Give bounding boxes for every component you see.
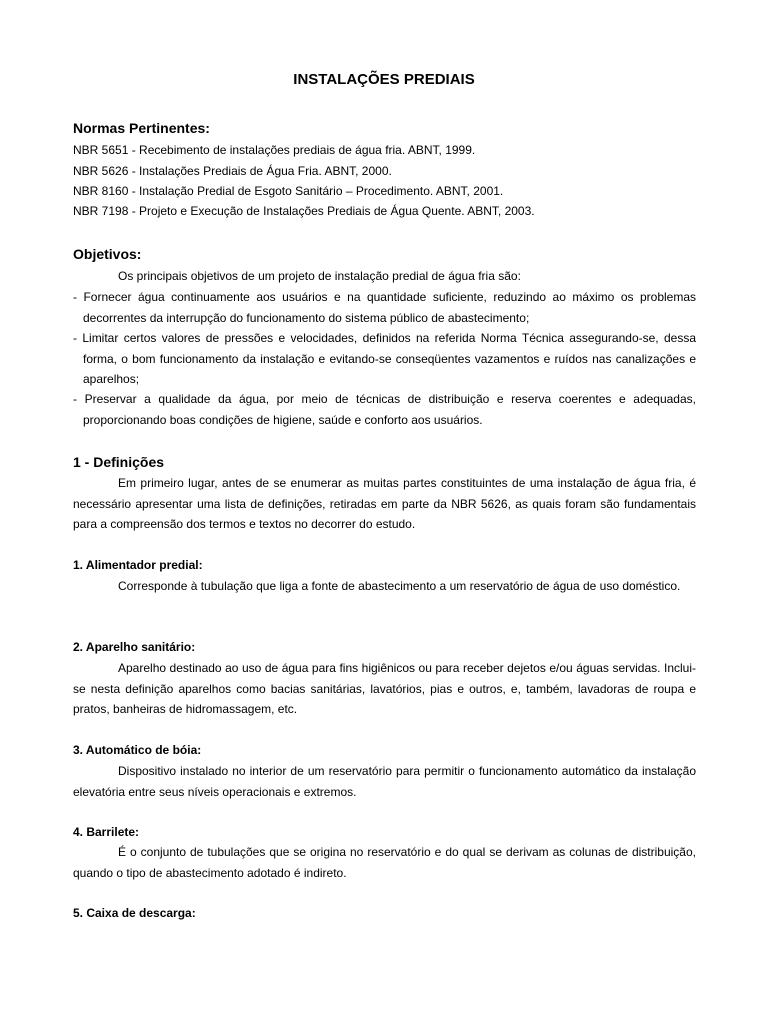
objetivos-heading: Objetivos: xyxy=(73,246,142,262)
norma-item: NBR 5651 - Recebimento de instalações prediais de água fria. ABNT, 1999. xyxy=(73,143,476,157)
document-title: INSTALAÇÕES PREDIAIS xyxy=(293,71,475,88)
norma-item: NBR 7198 - Projeto e Execução de Instalações Prediais de Água Quente. ABNT, 2003. xyxy=(73,204,535,218)
definition-term: 1. Alimentador predial: xyxy=(73,558,203,572)
definition-term: 3. Automático de bóia: xyxy=(73,743,202,757)
definicoes-intro: Em primeiro lugar, antes de se enumerar as muitas partes constituintes de uma instalação de água fria, é necessário apresentar uma lista de definições, retiradas em parte da NBR 5626, as quais foram são fundamentais para a compreensão dos termos e textos no decorrer do estudo. xyxy=(73,476,696,531)
definition-text: Corresponde à tubulação que liga a fonte de abastecimento a um reservatório de água de uso doméstico. xyxy=(118,579,681,593)
definition-text: É o conjunto de tubulações que se origina no reservatório e do qual se derivam as colunas de distribuição, quando o tipo de abastecimento adotado é indireto. xyxy=(73,845,696,880)
definicoes-heading: 1 - Definições xyxy=(73,454,165,470)
definition-term: 5. Caixa de descarga: xyxy=(73,906,196,920)
normas-heading: Normas Pertinentes: xyxy=(73,120,210,136)
objetivos-intro: Os principais objetivos de um projeto de instalação predial de água fria são: xyxy=(118,269,521,283)
objetivo-item: - Limitar certos valores de pressões e velocidades, definidos na referida Norma Técnica assegurando-se, dessa forma, o bom funcionamento da instalação e evitando-se conseqüentes vazamentos e ruídos nas canalizações e aparelhos; xyxy=(73,331,696,386)
norma-item: NBR 8160 - Instalação Predial de Esgoto Sanitário – Procedimento. ABNT, 2001. xyxy=(73,184,504,198)
definition-text: Dispositivo instalado no interior de um reservatório para permitir o funcionamento automático da instalação elevatória entre seus níveis operacionais e extremos. xyxy=(73,764,696,799)
definition-term: 4. Barrilete: xyxy=(73,825,140,839)
objetivo-item: - Preservar a qualidade da água, por meio de técnicas de distribuição e reserva coerentes e adequadas, proporcionando boas condições de higiene, saúde e conforto aos usuários. xyxy=(73,392,696,427)
objetivo-item: - Fornecer água continuamente aos usuários e na quantidade suficiente, reduzindo ao máximo os problemas decorrentes da interrupção do funcionamento do sistema público de abastecimento; xyxy=(73,290,696,325)
norma-item: NBR 5626 - Instalações Prediais de Água Fria. ABNT, 2000. xyxy=(73,164,392,178)
definition-text: Aparelho destinado ao uso de água para fins higiênicos ou para receber dejetos e/ou águas servidas. Inclui-se nesta definição aparelhos como bacias sanitárias, lavatórios, pias e outros, e, também, lavadoras de roupa e pratos, banheiras de hidromassagem, etc. xyxy=(73,661,696,716)
definition-term: 2. Aparelho sanitário: xyxy=(73,640,196,654)
